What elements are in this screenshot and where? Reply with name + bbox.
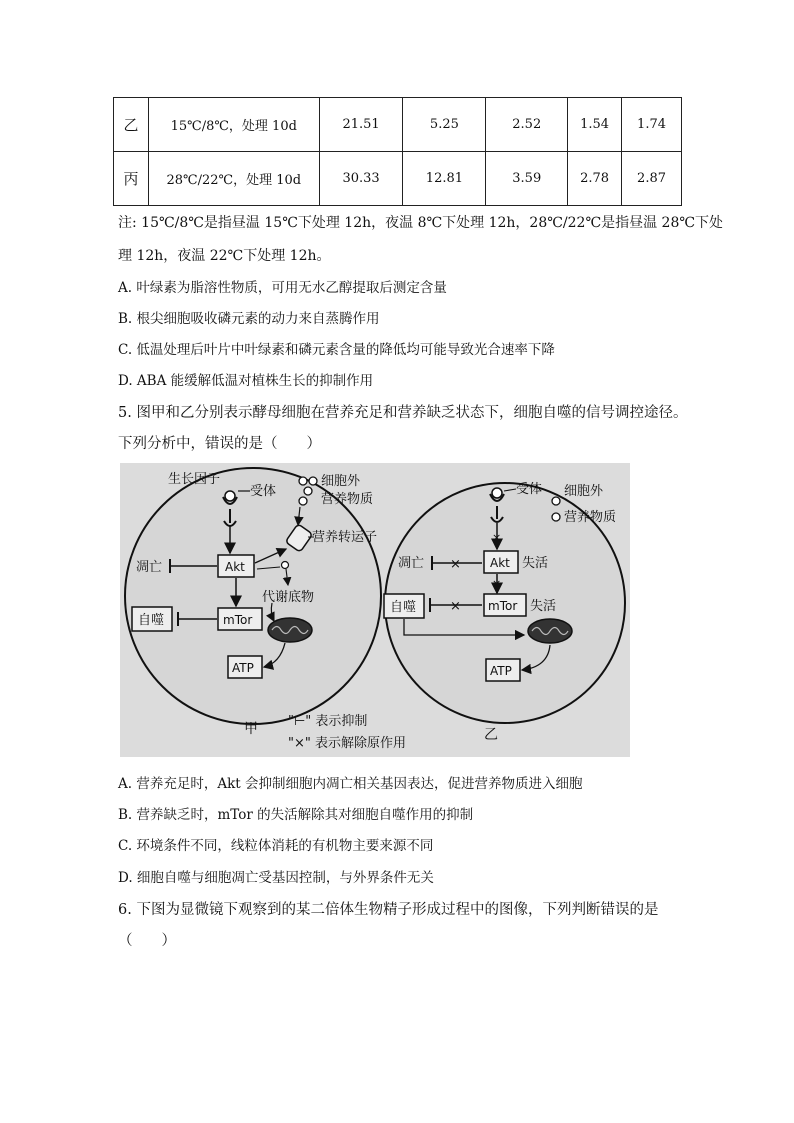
nutrient-icon: [299, 497, 307, 505]
value-cell: 1.54: [568, 98, 622, 152]
value-cell: 2.52: [486, 98, 568, 152]
jia-mtor-label: mTor: [223, 613, 253, 627]
jia-receptor-label: 受体: [250, 484, 277, 499]
note-line-1: 注: 15℃/8℃是指昼温 15℃下处理 12h，夜温 8℃下处理 12h，28℃/22℃是指昼温 28℃下处: [118, 215, 724, 231]
data-table: [113, 97, 682, 206]
jia-growth-factor-label: 生长因子: [168, 472, 221, 487]
treatment-cell: 28℃/22℃，处理 10d: [148, 152, 319, 206]
yi-akt-inactive-label: 失活: [522, 556, 549, 571]
jia-transporter-label: 营养转运子: [312, 530, 378, 545]
growth-factor-icon: [492, 488, 502, 498]
release-mark: ×: [492, 577, 502, 590]
release-mark: ×: [492, 531, 502, 544]
yi-label: 乙: [484, 727, 498, 743]
note-line-2: 理 12h，夜温 22℃下处理 12h。: [118, 248, 331, 264]
yi-mtor-inactive-label: 失活: [530, 599, 557, 614]
q4-option-a: A. 叶绿素为脂溶性物质，可用无水乙醇提取后测定含量: [118, 280, 447, 296]
yi-atp-label: ATP: [490, 664, 512, 678]
group-cell: 乙: [114, 98, 149, 152]
value-cell: 21.51: [319, 98, 403, 152]
q4-option-b: B. 根尖细胞吸收磷元素的动力来自蒸腾作用: [118, 311, 380, 327]
q5-option-b: B. 营养缺乏时，mTor 的失活解除其对细胞自噬作用的抑制: [118, 807, 474, 823]
table-row: [114, 98, 682, 152]
yi-extracellular-label-1: 细胞外: [564, 484, 604, 499]
q5-option-d: D. 细胞自噬与细胞凋亡受基因控制，与外界条件无关: [118, 870, 434, 886]
growth-factor-icon: [225, 491, 235, 501]
value-cell: 2.78: [568, 152, 622, 206]
jia-akt-label: Akt: [225, 560, 245, 574]
nutrient-icon: [309, 477, 317, 485]
yi-mtor-label: mTor: [488, 599, 518, 613]
q4-option-d: D. ABA 能缓解低温对植株生长的抑制作用: [118, 373, 374, 389]
nutrient-icon: [552, 513, 560, 521]
q6-stem-line-1: 6. 下图为显微镜下观察到的某二倍体生物精子形成过程中的图像，下列判断错误的是: [118, 902, 659, 918]
jia-metabolite-label: 代谢底物: [262, 590, 315, 605]
jia-extracellular-label-1: 细胞外: [321, 474, 361, 489]
nutrient-icon: [282, 562, 289, 569]
value-cell: 3.59: [486, 152, 568, 206]
q6-stem-line-2: （ ）: [118, 933, 176, 949]
release-mark: ×: [450, 557, 461, 572]
value-cell: 1.74: [622, 98, 682, 152]
legend-release: "×" 表示解除原作用: [288, 736, 406, 751]
q5-option-c: C. 环境条件不同，线粒体消耗的有机物主要来源不同: [118, 838, 434, 854]
q5-stem-line-1: 5. 图甲和乙分别表示酵母细胞在营养充足和营养缺乏状态下，细胞自噬的信号调控途径。: [118, 405, 688, 421]
table-row: [114, 152, 682, 206]
q4-option-c: C. 低温处理后叶片中叶绿素和磷元素含量的降低均可能导致光合速率下降: [118, 342, 555, 358]
jia-extracellular-label-2: 营养物质: [321, 492, 374, 507]
signaling-diagram: [120, 463, 630, 757]
yi-receptor-label: 受体: [516, 482, 543, 497]
jia-autophagy-label: 自噬: [138, 613, 165, 628]
q5-option-a: A. 营养充足时，Akt 会抑制细胞内凋亡相关基因表达，促进营养物质进入细胞: [118, 776, 583, 792]
yi-akt-label: Akt: [490, 556, 510, 570]
q5-stem-line-2: 下列分析中，错误的是（ ）: [118, 436, 321, 452]
group-cell: 丙: [114, 152, 149, 206]
value-cell: 30.33: [319, 152, 403, 206]
jia-label: 甲: [244, 721, 258, 737]
yi-apoptosis-label: 凋亡: [398, 556, 425, 571]
value-cell: 12.81: [403, 152, 486, 206]
nutrient-icon: [299, 477, 307, 485]
yi-autophagy-label: 自噬: [390, 600, 417, 615]
treatment-cell: 15℃/8℃，处理 10d: [148, 98, 319, 152]
jia-atp-label: ATP: [232, 661, 254, 675]
value-cell: 2.87: [622, 152, 682, 206]
yi-extracellular-label-2: 营养物质: [564, 510, 617, 525]
legend-inhibit: "⊢" 表示抑制: [288, 714, 368, 729]
release-mark: ×: [450, 599, 461, 614]
nutrient-icon: [304, 487, 312, 495]
jia-apoptosis-label: 凋亡: [136, 560, 163, 575]
value-cell: 5.25: [403, 98, 486, 152]
nutrient-icon: [552, 497, 560, 505]
